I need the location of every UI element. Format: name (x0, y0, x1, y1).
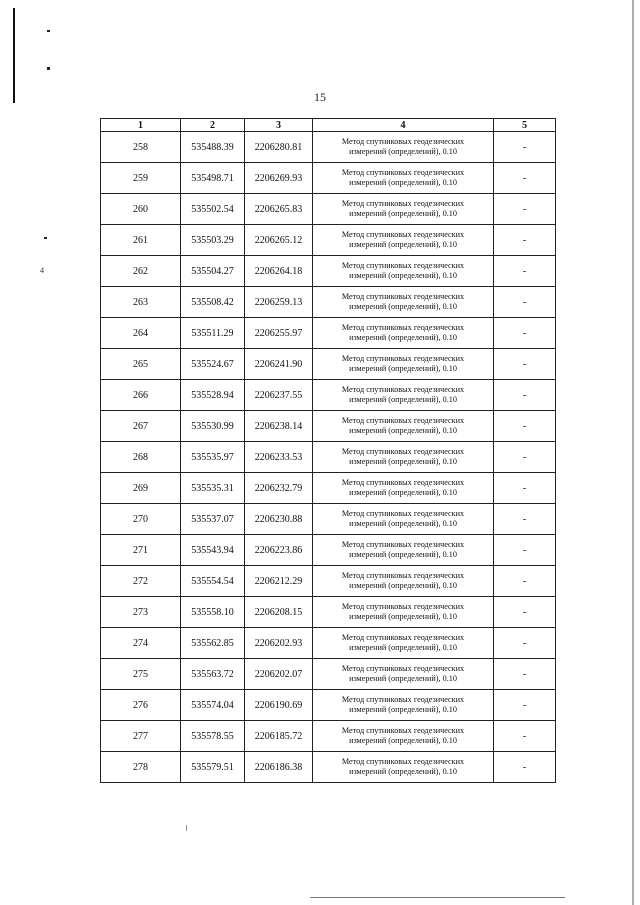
scan-mark (186, 825, 187, 831)
point-number-cell: 273 (101, 597, 181, 628)
method-line-2: измерений (определений), 0.10 (349, 736, 457, 745)
value-cell: - (494, 225, 556, 256)
table-row (101, 132, 556, 163)
table-row (101, 690, 556, 721)
method-line-2: измерений (определений), 0.10 (349, 364, 457, 373)
method-cell (313, 535, 494, 566)
scan-mark (44, 237, 47, 239)
y-coordinate-cell: 2206232.79 (245, 473, 313, 504)
table-row (101, 659, 556, 690)
x-coordinate-cell: 535504.27 (181, 256, 245, 287)
scan-left-edge (13, 8, 15, 103)
point-number-cell: 258 (101, 132, 181, 163)
page-number: 15 (314, 90, 326, 104)
method-line-1: Метод спутниковых геодезических (341, 229, 465, 239)
x-coordinate-cell: 535524.67 (181, 349, 245, 380)
method-line-2: измерений (определений), 0.10 (349, 302, 457, 311)
method-line-1: Метод спутниковых геодезических (341, 322, 465, 332)
y-coordinate-cell: 2206265.12 (245, 225, 313, 256)
x-coordinate-cell: 535537.07 (181, 504, 245, 535)
value-cell: - (494, 566, 556, 597)
table-row (101, 349, 556, 380)
method-line-2: измерений (определений), 0.10 (349, 147, 457, 156)
table-row (101, 473, 556, 504)
column-header: 4 (313, 119, 494, 132)
method-line-1: Метод спутниковых геодезических (341, 198, 465, 208)
y-coordinate-cell: 2206269.93 (245, 163, 313, 194)
method-line-1: Метод спутниковых геодезических (341, 260, 465, 270)
x-coordinate-cell: 535488.39 (181, 132, 245, 163)
table-row (101, 752, 556, 783)
value-cell: - (494, 287, 556, 318)
scan-mark (47, 30, 50, 32)
table-row (101, 163, 556, 194)
point-number-cell: 261 (101, 225, 181, 256)
method-cell (313, 349, 494, 380)
x-coordinate-cell: 535511.29 (181, 318, 245, 349)
table-header-row (101, 119, 556, 132)
method-line-1: Метод спутниковых геодезических (341, 601, 465, 611)
value-cell: - (494, 163, 556, 194)
method-line-1: Метод спутниковых геодезических (341, 353, 465, 363)
x-coordinate-cell: 535503.29 (181, 225, 245, 256)
value-cell: - (494, 256, 556, 287)
method-line-1: Метод спутниковых геодезических (341, 477, 465, 487)
method-cell (313, 256, 494, 287)
point-number-cell: 269 (101, 473, 181, 504)
method-line-1: Метод спутниковых геодезических (341, 167, 465, 177)
value-cell: - (494, 442, 556, 473)
method-line-2: измерений (определений), 0.10 (349, 395, 457, 404)
method-line-1: Метод спутниковых геодезических (341, 632, 465, 642)
point-number-cell: 263 (101, 287, 181, 318)
scan-mark (47, 67, 50, 70)
value-cell: - (494, 535, 556, 566)
method-cell (313, 194, 494, 225)
value-cell: - (494, 411, 556, 442)
table-row (101, 194, 556, 225)
method-cell (313, 659, 494, 690)
y-coordinate-cell: 2206265.83 (245, 194, 313, 225)
method-cell (313, 163, 494, 194)
x-coordinate-cell: 535502.54 (181, 194, 245, 225)
method-line-2: измерений (определений), 0.10 (349, 333, 457, 342)
y-coordinate-cell: 2206280.81 (245, 132, 313, 163)
method-cell (313, 597, 494, 628)
method-line-1: Метод спутниковых геодезических (341, 725, 465, 735)
point-number-cell: 277 (101, 721, 181, 752)
method-line-1: Метод спутниковых геодезических (341, 756, 465, 766)
method-line-2: измерений (определений), 0.10 (349, 457, 457, 466)
table-row (101, 442, 556, 473)
point-number-cell: 278 (101, 752, 181, 783)
table-row (101, 256, 556, 287)
x-coordinate-cell: 535498.71 (181, 163, 245, 194)
method-line-2: измерений (определений), 0.10 (349, 705, 457, 714)
table-row (101, 535, 556, 566)
y-coordinate-cell: 2206190.69 (245, 690, 313, 721)
method-line-1: Метод спутниковых геодезических (341, 539, 465, 549)
y-coordinate-cell: 2206186.38 (245, 752, 313, 783)
column-header: 5 (494, 119, 556, 132)
x-coordinate-cell: 535508.42 (181, 287, 245, 318)
y-coordinate-cell: 2206264.18 (245, 256, 313, 287)
method-line-2: измерений (определений), 0.10 (349, 209, 457, 218)
method-line-1: Метод спутниковых геодезических (341, 446, 465, 456)
value-cell: - (494, 721, 556, 752)
method-line-2: измерений (определений), 0.10 (349, 488, 457, 497)
scan-bottom-line (310, 897, 565, 898)
value-cell: - (494, 752, 556, 783)
method-line-2: измерений (определений), 0.10 (349, 240, 457, 249)
table-row (101, 566, 556, 597)
value-cell: - (494, 380, 556, 411)
value-cell: - (494, 132, 556, 163)
point-number-cell: 266 (101, 380, 181, 411)
y-coordinate-cell: 2206230.88 (245, 504, 313, 535)
point-number-cell: 267 (101, 411, 181, 442)
column-header: 1 (101, 119, 181, 132)
point-number-cell: 262 (101, 256, 181, 287)
method-cell (313, 287, 494, 318)
method-cell (313, 318, 494, 349)
point-number-cell: 260 (101, 194, 181, 225)
x-coordinate-cell: 535562.85 (181, 628, 245, 659)
x-coordinate-cell: 535535.31 (181, 473, 245, 504)
table-row (101, 504, 556, 535)
method-cell (313, 504, 494, 535)
method-cell (313, 721, 494, 752)
table-row (101, 721, 556, 752)
method-cell (313, 690, 494, 721)
method-line-1: Метод спутниковых геодезических (341, 694, 465, 704)
x-coordinate-cell: 535530.99 (181, 411, 245, 442)
method-line-1: Метод спутниковых геодезических (341, 663, 465, 673)
table-body (101, 132, 556, 783)
value-cell: - (494, 597, 556, 628)
y-coordinate-cell: 2206238.14 (245, 411, 313, 442)
coordinates-table (100, 118, 556, 783)
y-coordinate-cell: 2206233.53 (245, 442, 313, 473)
value-cell: - (494, 318, 556, 349)
y-coordinate-cell: 2206259.13 (245, 287, 313, 318)
coordinates-table-container (100, 118, 555, 783)
method-cell (313, 566, 494, 597)
y-coordinate-cell: 2206237.55 (245, 380, 313, 411)
y-coordinate-cell: 2206212.29 (245, 566, 313, 597)
method-cell (313, 628, 494, 659)
method-line-2: измерений (определений), 0.10 (349, 612, 457, 621)
point-number-cell: 276 (101, 690, 181, 721)
column-header: 3 (245, 119, 313, 132)
scan-right-edge (632, 0, 634, 905)
value-cell: - (494, 349, 556, 380)
table-row (101, 225, 556, 256)
method-cell (313, 752, 494, 783)
table-row (101, 380, 556, 411)
scan-glyph: 4 (40, 266, 44, 275)
method-cell (313, 473, 494, 504)
point-number-cell: 271 (101, 535, 181, 566)
x-coordinate-cell: 535554.54 (181, 566, 245, 597)
value-cell: - (494, 690, 556, 721)
x-coordinate-cell: 535558.10 (181, 597, 245, 628)
value-cell: - (494, 194, 556, 225)
point-number-cell: 264 (101, 318, 181, 349)
method-line-1: Метод спутниковых геодезических (341, 570, 465, 580)
point-number-cell: 275 (101, 659, 181, 690)
y-coordinate-cell: 2206202.93 (245, 628, 313, 659)
method-line-1: Метод спутниковых геодезических (341, 136, 465, 146)
x-coordinate-cell: 535578.55 (181, 721, 245, 752)
method-line-2: измерений (определений), 0.10 (349, 271, 457, 280)
method-line-2: измерений (определений), 0.10 (349, 519, 457, 528)
method-cell (313, 380, 494, 411)
method-line-1: Метод спутниковых геодезических (341, 415, 465, 425)
point-number-cell: 270 (101, 504, 181, 535)
table-row (101, 287, 556, 318)
y-coordinate-cell: 2206255.97 (245, 318, 313, 349)
point-number-cell: 272 (101, 566, 181, 597)
y-coordinate-cell: 2206202.07 (245, 659, 313, 690)
x-coordinate-cell: 535543.94 (181, 535, 245, 566)
y-coordinate-cell: 2206223.86 (245, 535, 313, 566)
method-line-2: измерений (определений), 0.10 (349, 674, 457, 683)
method-cell (313, 442, 494, 473)
method-line-2: измерений (определений), 0.10 (349, 426, 457, 435)
table-row (101, 411, 556, 442)
x-coordinate-cell: 535579.51 (181, 752, 245, 783)
x-coordinate-cell: 535535.97 (181, 442, 245, 473)
x-coordinate-cell: 535574.04 (181, 690, 245, 721)
value-cell: - (494, 628, 556, 659)
table-row (101, 628, 556, 659)
value-cell: - (494, 473, 556, 504)
method-cell (313, 225, 494, 256)
y-coordinate-cell: 2206241.90 (245, 349, 313, 380)
x-coordinate-cell: 535528.94 (181, 380, 245, 411)
method-line-2: измерений (определений), 0.10 (349, 581, 457, 590)
method-line-2: измерений (определений), 0.10 (349, 767, 457, 776)
point-number-cell: 268 (101, 442, 181, 473)
table-row (101, 597, 556, 628)
method-line-1: Метод спутниковых геодезических (341, 384, 465, 394)
method-cell (313, 411, 494, 442)
point-number-cell: 265 (101, 349, 181, 380)
method-line-2: измерений (определений), 0.10 (349, 643, 457, 652)
method-line-2: измерений (определений), 0.10 (349, 550, 457, 559)
method-line-2: измерений (определений), 0.10 (349, 178, 457, 187)
y-coordinate-cell: 2206208.15 (245, 597, 313, 628)
value-cell: - (494, 504, 556, 535)
point-number-cell: 259 (101, 163, 181, 194)
column-header: 2 (181, 119, 245, 132)
x-coordinate-cell: 535563.72 (181, 659, 245, 690)
method-cell (313, 132, 494, 163)
value-cell: - (494, 659, 556, 690)
point-number-cell: 274 (101, 628, 181, 659)
method-line-1: Метод спутниковых геодезических (341, 291, 465, 301)
y-coordinate-cell: 2206185.72 (245, 721, 313, 752)
method-line-1: Метод спутниковых геодезических (341, 508, 465, 518)
table-row (101, 318, 556, 349)
